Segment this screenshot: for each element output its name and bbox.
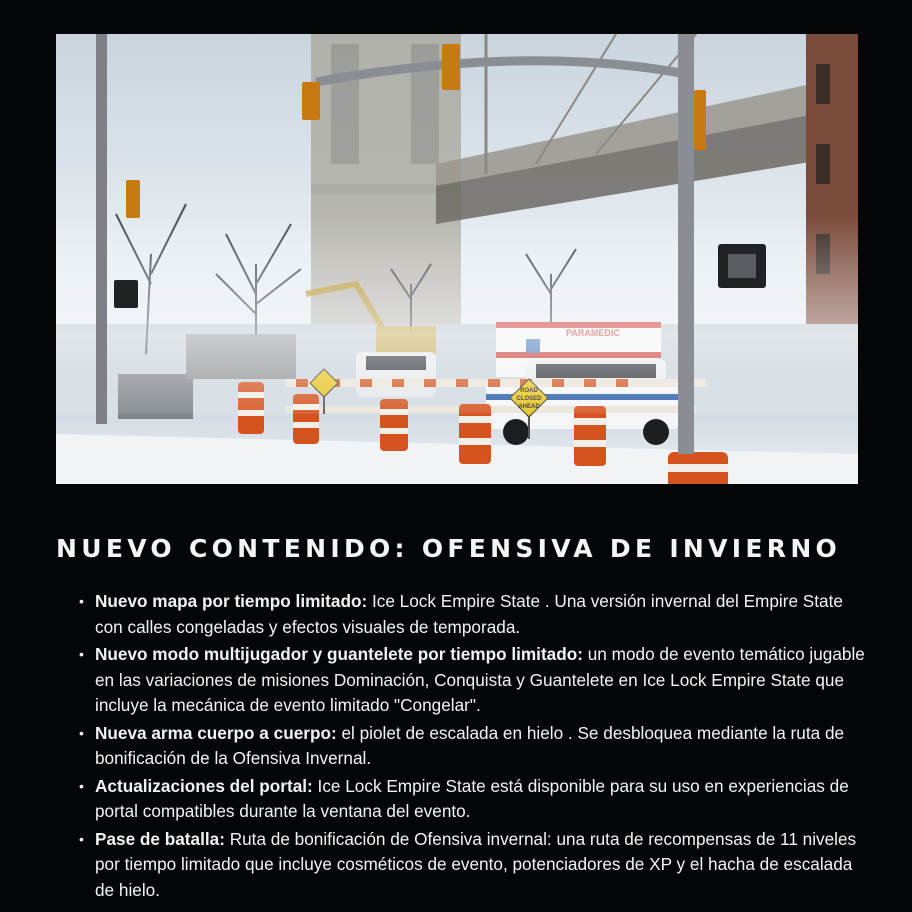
winter-street-scene: [56, 34, 858, 484]
list-item-melee-weapon: [79, 721, 869, 772]
bullet: •: [79, 830, 84, 847]
bullet: •: [79, 646, 84, 662]
feature-list: [79, 589, 869, 905]
hero-image: [56, 34, 858, 484]
item-text: un modo de evento temático jugable en las variaciones de misiones Dominación, Conquista y Guantelete en Ice Lock Empire State que incluye la mecánica de evento limitado "Congelar".: [95, 644, 865, 715]
section-title: NUEVO CONTENIDO: OFENSIVA DE INVIERNO: [56, 534, 842, 563]
list-item-limited-map: [79, 589, 869, 640]
item-text: Ice Lock Empire State . Una versión invernal del Empire State con calles congeladas y efectos visuales de temporada.: [95, 591, 843, 637]
list-item-multiplayer-mode: [79, 642, 869, 719]
bullet: •: [79, 777, 84, 794]
item-heading: Nueva arma cuerpo a cuerpo:: [95, 722, 337, 743]
bullet: •: [79, 593, 84, 609]
item-heading: Pase de batalla:: [95, 828, 225, 849]
bullet: •: [79, 724, 84, 741]
list-item-portal-updates: [79, 774, 869, 825]
item-text: el piolet de escalada en hielo . Se desbloquea mediante la ruta de bonificación de la Ofensiva Invernal.: [95, 722, 845, 768]
item-text: Ruta de bonificación de Ofensiva invernal: una ruta de recompensas de 11 niveles por tiempo limitado que incluye cosméticos de evento, potenciadores de XP y el hacha de escalada de hielo.: [95, 828, 857, 900]
item-heading: Actualizaciones del portal:: [95, 775, 313, 796]
item-text: Ice Lock Empire State está disponible para su uso en experiencias de portal compatibles durante la ventana del evento.: [95, 775, 849, 821]
item-heading: Nuevo mapa por tiempo limitado:: [95, 591, 368, 611]
list-item-battle-pass: [79, 827, 869, 904]
item-heading: Nuevo modo multijugador y guantelete por tiempo limitado:: [95, 644, 583, 664]
